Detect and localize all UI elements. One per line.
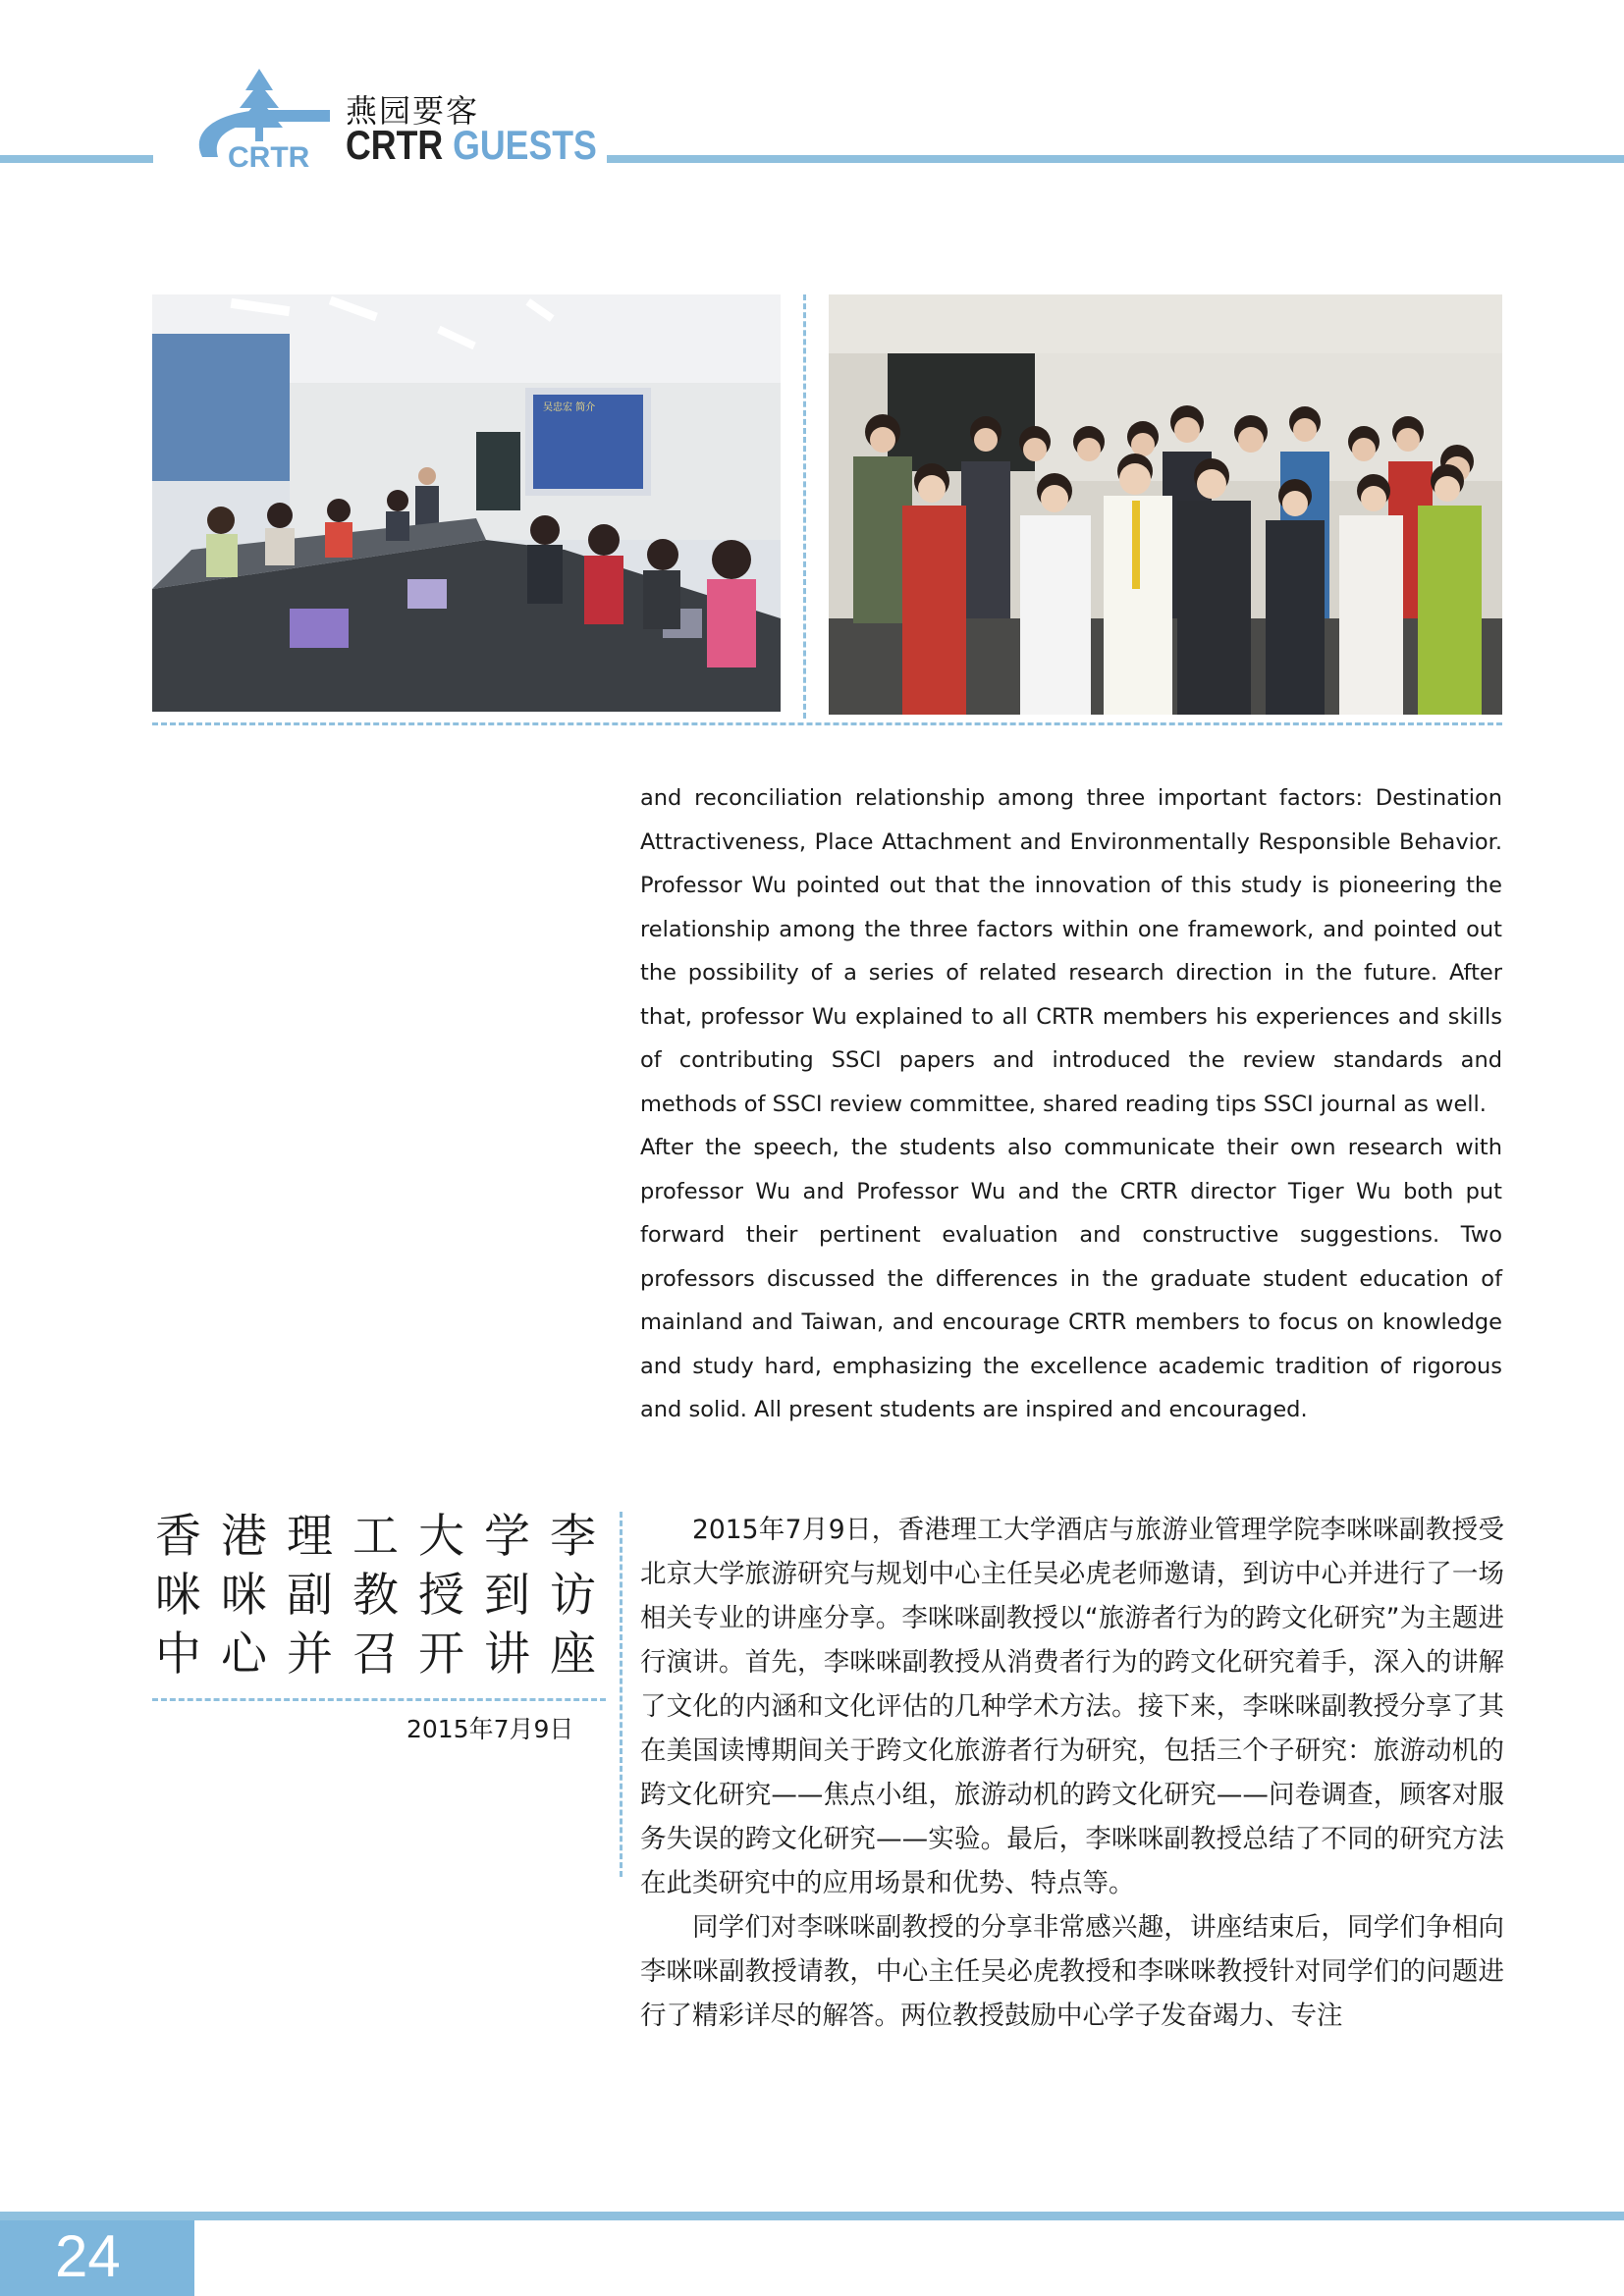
crtr-tree-logo-icon bbox=[183, 65, 330, 171]
page-number: 24 bbox=[55, 2223, 121, 2289]
header-rule-left bbox=[0, 155, 153, 163]
english-article bbox=[640, 776, 1502, 1432]
logo-text: CRTR bbox=[228, 141, 310, 171]
header-title-en-bold: CRTR bbox=[346, 122, 444, 168]
slide-title: 吴忠宏 简介 bbox=[543, 402, 596, 413]
footer-rule bbox=[0, 2212, 1624, 2220]
english-paragraph: and reconciliation relationship among three important factors: Destination Attractiveness, Place Attachment and Environmentally Responsible Behavior. Professor Wu pointed out that the innovation of this study is pioneering the relationship among the three factors within one framework, and pointed out the possibility of a series of related research direction in the future. After that, professor Wu explained to all CRTR members his experiences and skills of contributing SSCI papers and introduced the review standards and methods of SSCI review committee, shared reading tips SSCI journal as well. bbox=[640, 785, 1502, 1117]
article-date: 2015年7月9日 bbox=[406, 1715, 574, 1743]
lecture-room-photo bbox=[152, 294, 781, 712]
header-title-en-accent: GUESTS bbox=[453, 122, 597, 168]
photo-divider-vertical bbox=[803, 294, 806, 719]
title-line: 中心并召开讲座 bbox=[155, 1628, 616, 1682]
header-title-en bbox=[346, 124, 597, 167]
chinese-paragraph: 2015年7月9日，香港理工大学酒店与旅游业管理学院李咪咪副教授受北京大学旅游研究与规划中心主任吴必虎老师邀请，到访中心并进行了一场相关专业的讲座分享。李咪咪副教授以“旅游者行为的跨文化研究”为主题进行演讲。首先，李咪咪副教授从消费者行为的跨文化研究着手，深入的讲解了文化的内涵和文化评估的几种学术方法。接下来，李咪咪副教授分享了其在美国读博期间关于跨文化旅游者行为研究，包括三个子研究：旅游动机的跨文化研究——焦点小组，旅游动机的跨文化研究——问卷调查，顾客对服务失误的跨文化研究——实验。最后，李咪咪副教授总结了不同的研究方法在此类研究中的应用场景和优势、特点等。 bbox=[640, 1515, 1504, 1898]
english-paragraph: After the speech, the students also communicate their own research with professor Wu and Professor Wu and the CRTR director Tiger Wu both put forward their pertinent evaluation and constructive suggestions. Two professors discussed the differences in the graduate student education of mainland and Taiwan, and encourage CRTR members to focus on knowledge and study hard, emphasizing the excellence academic tradition of rigorous and solid. All present students are inspired and encouraged. bbox=[640, 1135, 1502, 1422]
title-line: 香港理工大学李 bbox=[155, 1510, 616, 1564]
chinese-article-title bbox=[155, 1508, 616, 1684]
chinese-paragraph: 同学们对李咪咪副教授的分享非常感兴趣，讲座结束后，同学们争相向李咪咪副教授请教，中心主任吴必虎教授和李咪咪教授针对同学们的问题进行了精彩详尽的解答。两位教授鼓励中心学子发奋竭力、专注 bbox=[640, 1912, 1504, 2031]
header-rule-right bbox=[607, 155, 1624, 163]
header-title-cn: 燕园要客 bbox=[346, 92, 480, 130]
chinese-article bbox=[640, 1508, 1504, 2038]
group-photo bbox=[829, 294, 1502, 715]
title-divider bbox=[152, 1698, 606, 1701]
photo-divider-horizontal bbox=[152, 722, 1502, 725]
title-line: 咪咪副教授到访 bbox=[155, 1569, 616, 1623]
column-divider bbox=[620, 1512, 623, 1877]
